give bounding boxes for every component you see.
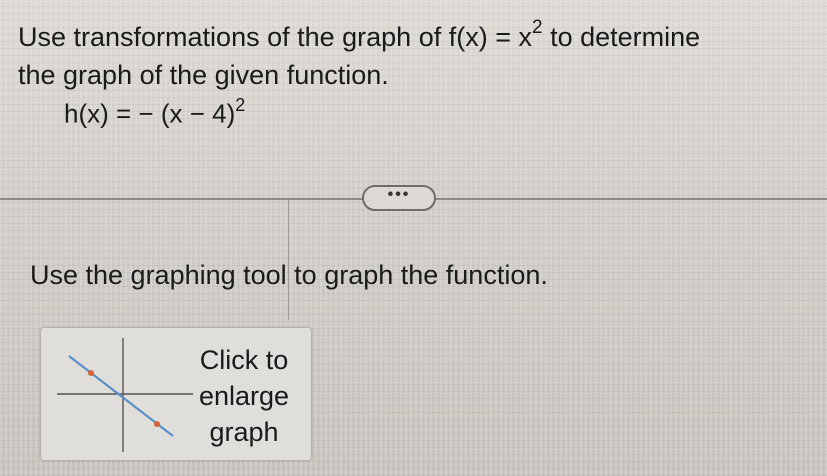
- enlarge-label-line-2: enlarge: [198, 381, 290, 411]
- question-prompt: [18, 12, 818, 94]
- enlarge-graph-label: [181, 342, 307, 450]
- question-exponent: 2: [531, 17, 543, 38]
- instruction-text: Use the graphing tool to graph the function.: [30, 260, 548, 290]
- function-text: h(x) = − (x − 4): [64, 98, 236, 129]
- function-exponent: 2: [235, 95, 246, 115]
- more-dots-icon: •••: [387, 186, 411, 203]
- question-text-1: Use transformations of the graph of f(x) = x: [18, 22, 532, 52]
- graph-thumbnail-icon: [55, 336, 195, 454]
- enlarge-label-line-1: Click to: [199, 345, 289, 375]
- given-function: [64, 97, 245, 130]
- enlarge-graph-button[interactable]: [40, 327, 312, 461]
- question-line-2: the graph of the given function.: [18, 60, 389, 90]
- question-text-1-suffix: to determine: [542, 22, 701, 52]
- enlarge-label-line-3: graph: [209, 417, 279, 447]
- question-line-1: [18, 12, 818, 56]
- expand-more-button[interactable]: [362, 185, 436, 211]
